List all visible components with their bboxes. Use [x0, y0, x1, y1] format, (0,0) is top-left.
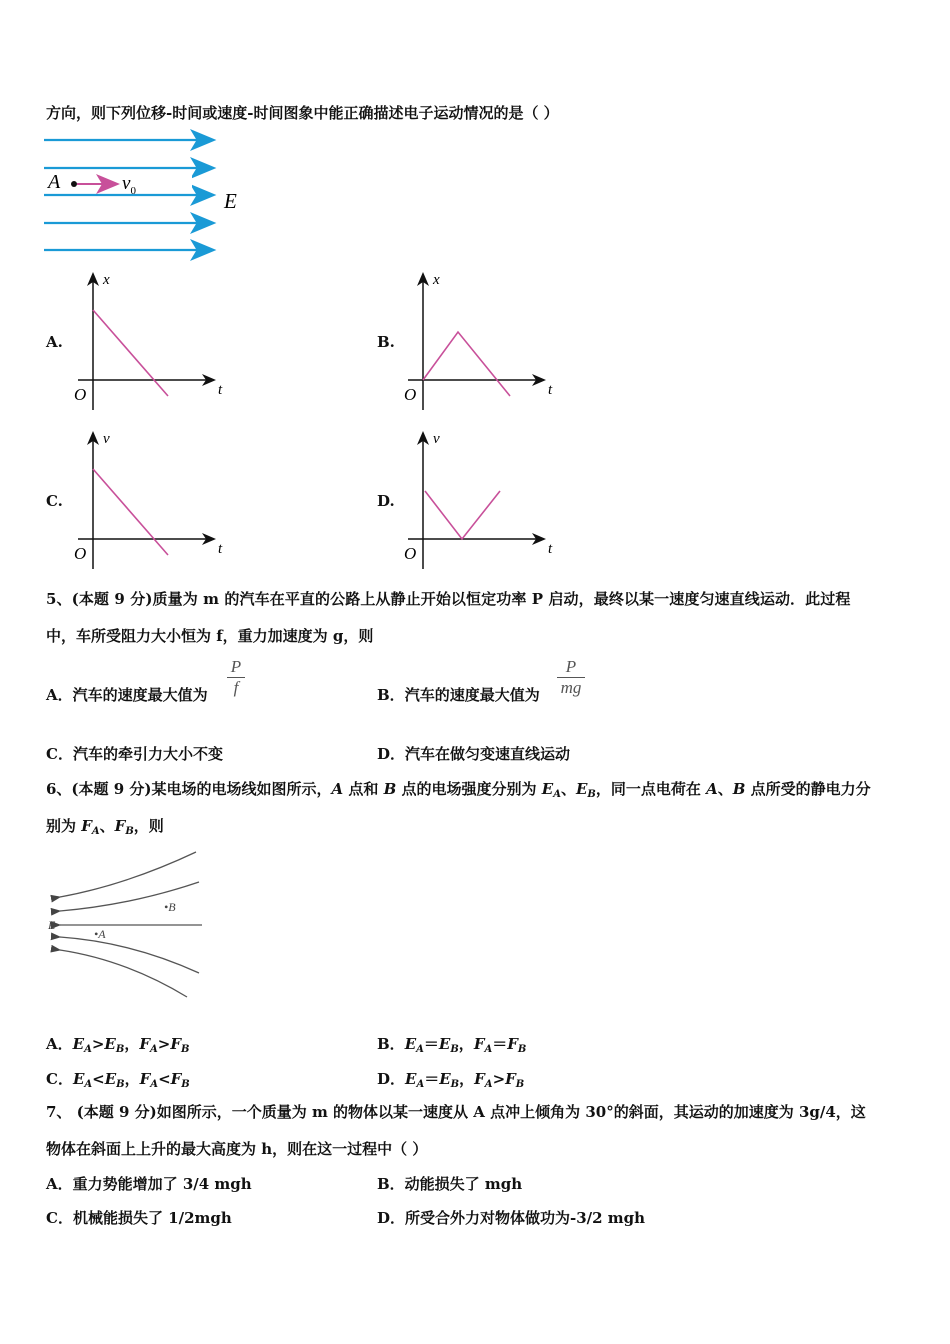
q5-stem-line2: 中，车所受阻力大小恒为 f，重力加速度为 g，则: [46, 627, 374, 645]
field-curve: [60, 882, 199, 911]
q7-option-b: B．动能损失了 mgh: [377, 1175, 523, 1193]
field-curve: [60, 950, 187, 997]
graph-a: [70, 268, 230, 413]
electron-point: [71, 181, 77, 187]
graph-line: [425, 491, 500, 539]
svg-text:x: x: [103, 272, 110, 288]
svg-text:•A: •A: [94, 927, 106, 941]
q6-stem-line2: 别为 $F_A$、$F_B$，则: [46, 817, 164, 837]
q7-option-d: D．所受合外力对物体做功为-3/2 mgh: [377, 1209, 646, 1227]
q4-option-c-label: C.: [46, 492, 63, 510]
q6-stem-line1: 6、(本题 9 分)某电场的电场线如图所示，A 点和 B 点的电场强度分别为 $E_A$、$E_B$，同一点电荷在 A、B 点所受的静电力分: [46, 780, 871, 800]
q5-option-b-fraction: P mg: [557, 657, 585, 698]
q5-option-b: B．汽车的速度最大值为: [377, 686, 540, 704]
svg-text:O: O: [404, 544, 417, 563]
q7-option-c: C．机械能损失了 1/2mgh: [46, 1209, 232, 1227]
q5-option-c: C．汽车的牵引力大小不变: [46, 745, 223, 763]
q4-option-b-label: B.: [377, 333, 395, 351]
svg-text:O: O: [404, 385, 417, 404]
field-lines-figure: [46, 850, 206, 1000]
q5-option-a: A．汽车的速度最大值为: [46, 686, 208, 704]
svg-text:O: O: [74, 385, 87, 404]
svg-text:E: E: [48, 918, 56, 932]
graph-line: [93, 310, 168, 396]
q5-option-a-fraction: P f: [227, 657, 245, 698]
svg-text:t: t: [548, 382, 553, 398]
q5-option-d: D．汽车在做匀变速直线运动: [377, 745, 571, 763]
q6-option-b: B．$E_A=E_B$，$F_A=F_B$: [377, 1035, 527, 1055]
q7-stem-line1: 7、 (本题 9 分)如图所示，一个质量为 m 的物体以某一速度从 A 点冲上倾角为 30°的斜面，其运动的加速度为 3g/4，这: [46, 1103, 866, 1121]
svg-text:v: v: [103, 431, 110, 447]
field-label-e: E: [224, 189, 237, 213]
velocity-label: $v_0$: [122, 173, 136, 197]
q4-option-d-label: D.: [377, 492, 395, 510]
q6-option-a: A．$E_A>E_B$，$F_A>F_B$: [46, 1035, 190, 1055]
svg-text:x: x: [433, 272, 440, 288]
svg-text:t: t: [218, 541, 223, 557]
svg-text:t: t: [548, 541, 553, 557]
q7-option-a: A．重力势能增加了 3/4 mgh: [46, 1175, 252, 1193]
q7-stem-line2: 物体在斜面上上升的最大高度为 h，则在这一过程中（ ）: [46, 1140, 428, 1158]
q6-option-d: D．$E_A=E_B$，$F_A>F_B$: [377, 1070, 525, 1090]
graph-d: [400, 427, 560, 572]
graph-b: [400, 268, 560, 413]
svg-text:v: v: [433, 431, 440, 447]
q5-stem-line1: 5、(本题 9 分)质量为 m 的汽车在平直的公路上从静止开始以恒定功率 P 启动，最终以某一速度匀速直线运动．此过程: [46, 590, 851, 608]
graph-c: [70, 427, 230, 572]
q4-stem: 方向，则下列位移-时间或速度-时间图象中能正确描述电子运动情况的是（ ）: [46, 104, 559, 122]
point-label-a: A: [48, 171, 61, 193]
field-curve: [60, 852, 196, 897]
svg-text:O: O: [74, 544, 87, 563]
q6-option-c: C．$E_A<E_B$，$F_A<F_B$: [46, 1070, 190, 1090]
electric-field-figure: [40, 128, 260, 263]
graph-line: [423, 332, 510, 396]
q4-option-a-label: A.: [46, 333, 63, 351]
svg-text:t: t: [218, 382, 223, 398]
graph-line: [93, 469, 168, 555]
field-curve: [60, 937, 199, 973]
svg-text:•B: •B: [164, 900, 176, 914]
